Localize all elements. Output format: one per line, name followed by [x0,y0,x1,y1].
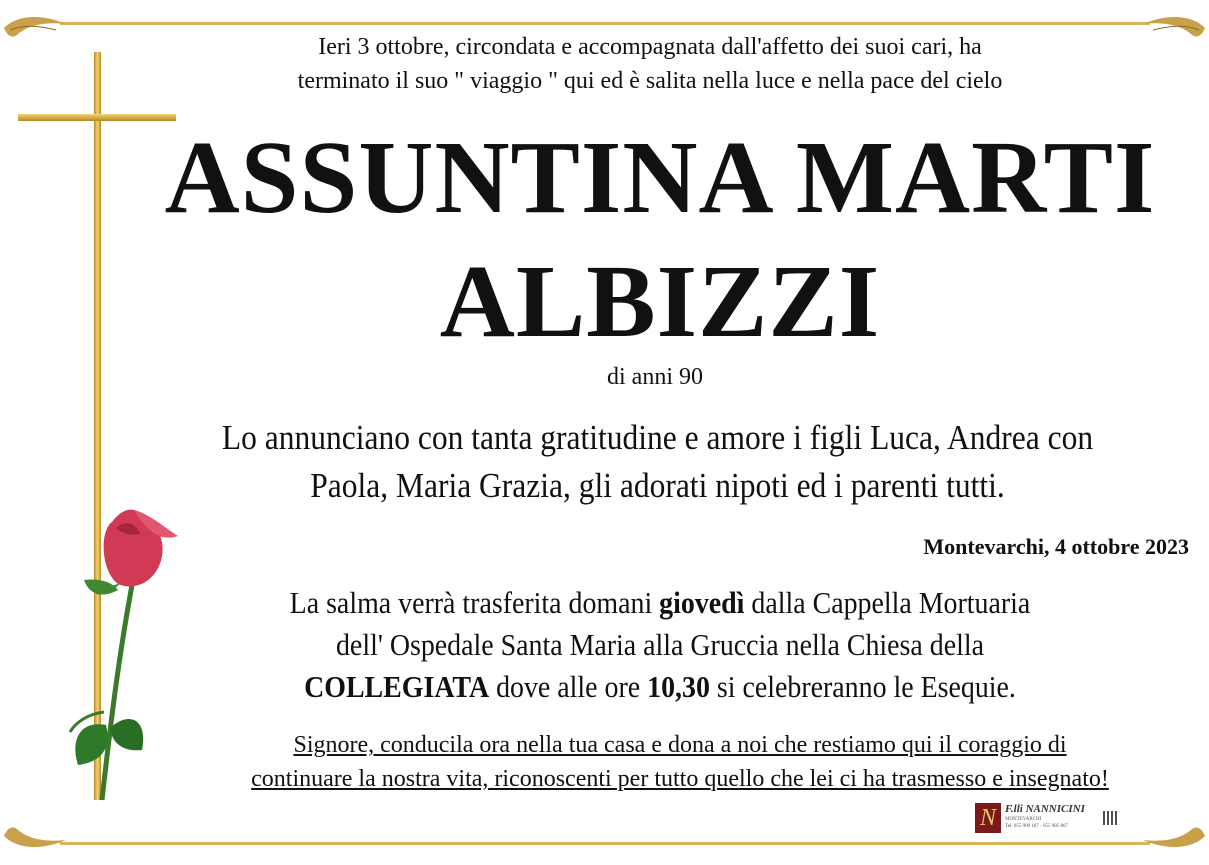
funeral-text: si celebreranno le Esequie. [709,669,1016,704]
bottom-border-line [60,842,1150,845]
funeral-home-logo [975,803,1120,835]
corner-ornament-icon [1139,820,1209,856]
top-border-line [60,22,1150,25]
deceased-name-line1: ASSUNTINA MARTI [164,120,1156,235]
funeral-line [210,666,1110,708]
intro-text [150,30,1150,98]
announcement-line: Paola, Maria Grazia, gli adorati nipoti ed i parenti tutti. [310,466,1005,505]
logo-city: MONTEVARCHI [1005,817,1042,822]
corner-ornament-icon [0,820,70,856]
logo-mark: N [975,803,1001,833]
funeral-text: La salma verrà trasferita domani [289,585,660,620]
funeral-day: giovedì [659,585,745,620]
announcement-text [183,414,1133,510]
prayer-line: continuare la nostra vita, riconoscenti per tutto quello che lei ci ha trasmesso e insegnato! [251,766,1109,792]
funeral-line: dell' Ospedale Santa Maria alla Gruccia nella Chiesa della [335,627,984,662]
intro-line: Ieri 3 ottobre, circondata e accompagnata dall'affetto dei suoi cari, ha [318,34,982,60]
announcement-line: Lo annunciano con tanta gratitudine e amore i figli Luca, Andrea con [221,418,1094,457]
qr-code-icon [1103,811,1117,825]
prayer-text [150,728,1209,796]
corner-ornament-icon [0,8,70,44]
place-date: Montevarchi, 4 ottobre 2023 [923,534,1189,559]
funeral-line [210,582,1110,624]
funeral-text: dove alle ore [489,669,648,704]
church-name: COLLEGIATA [304,669,490,704]
funeral-time: 10,30 [647,669,710,704]
funeral-details [210,582,1110,708]
deceased-name-line2: ALBIZZI [439,244,881,359]
deceased-age: di anni 90 [607,364,703,390]
logo-name: F.lli NANNICINI [1005,803,1085,815]
funeral-text: dalla Cappella Mortuaria [744,585,1031,620]
logo-phone: Tel. 055 900 187 - 055 985 867 [1005,824,1068,829]
intro-line: terminato il suo " viaggio " qui ed è salita nella luce e nella pace del cielo [297,68,1003,94]
prayer-line: Signore, conducila ora nella tua casa e dona a noi che restiamo qui il coraggio di [293,732,1067,758]
